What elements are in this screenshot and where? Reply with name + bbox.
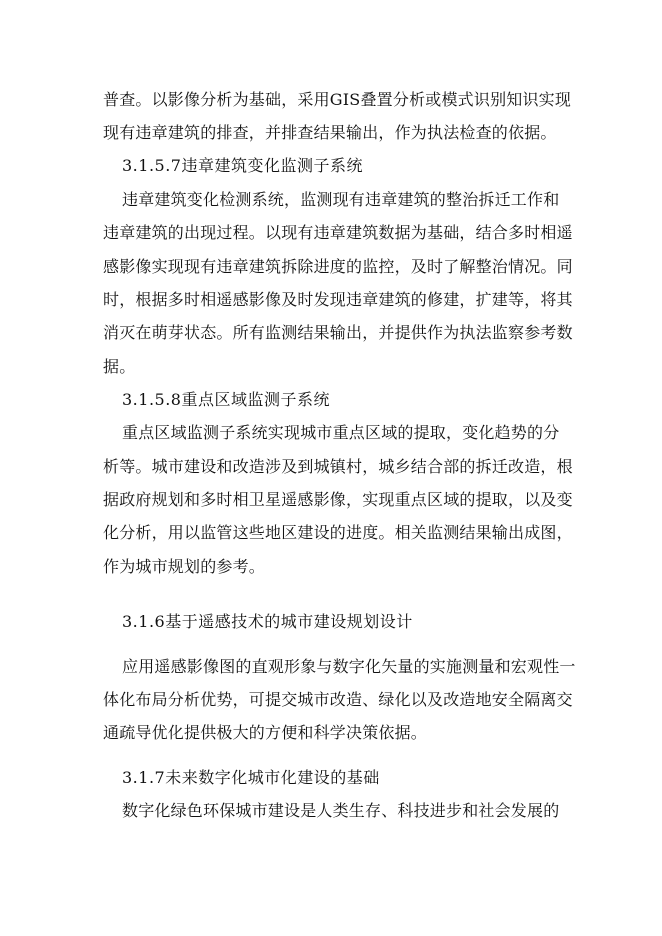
- body-text-line: 据。: [103, 357, 136, 376]
- body-text-line: 消灭在萌芽状态。所有监测结果输出，并提供作为执法监察参考数: [103, 323, 573, 342]
- body-text-line: 违章建筑变化检测系统，监测现有违章建筑的整治拆迁工作和: [122, 190, 560, 209]
- body-text-line: 感影像实现现有违章建筑拆除进度的监控，及时了解整治情况。同: [103, 257, 573, 276]
- section-heading: 3.1.5.8重点区域监测子系统: [122, 390, 330, 409]
- body-text-line: 通疏导优化提供极大的方便和科学决策依据。: [103, 723, 428, 742]
- body-text-line: 据政府规划和多时相卫星遥感影像，实现重点区域的提取，以及变: [103, 490, 573, 509]
- body-text-line: 现有违章建筑的排查，并排查结果输出，作为执法检查的依据。: [103, 123, 557, 142]
- body-text-line: 普查。以影像分析为基础，采用GIS叠置分析或模式识别知识实现: [103, 90, 572, 109]
- body-text-line: 作为城市规划的参考。: [103, 557, 266, 576]
- body-text-line: 重点区域监测子系统实现城市重点区域的提取，变化趋势的分: [122, 423, 560, 442]
- body-text-line: 数字化绿色环保城市建设是人类生存、科技进步和社会发展的: [122, 801, 560, 820]
- body-text-line: 析等。城市建设和改造涉及到城镇村，城乡结合部的拆迁改造，根: [103, 457, 573, 476]
- body-text-line: 体化布局分析优势，可提交城市改造、绿化以及改造地安全隔离交: [103, 690, 573, 709]
- body-text-line: 应用遥感影像图的直观形象与数字化矢量的实施测量和宏观性一: [122, 657, 576, 676]
- section-heading: 3.1.5.7违章建筑变化监测子系统: [122, 156, 363, 175]
- body-text-line: 违章建筑的出现过程。以现有违章建筑数据为基础，结合多时相遥: [103, 223, 573, 242]
- section-heading: 3.1.7未来数字化城市化建设的基础: [122, 768, 380, 787]
- body-text-line: 化分析，用以监管这些地区建设的进度。相关监测结果输出成图，: [103, 523, 573, 542]
- section-heading: 3.1.6基于遥感技术的城市建设规划设计: [122, 612, 413, 631]
- body-text-line: 时，根据多时相遥感影像及时发现违章建筑的修建，扩建等，将其: [103, 290, 573, 309]
